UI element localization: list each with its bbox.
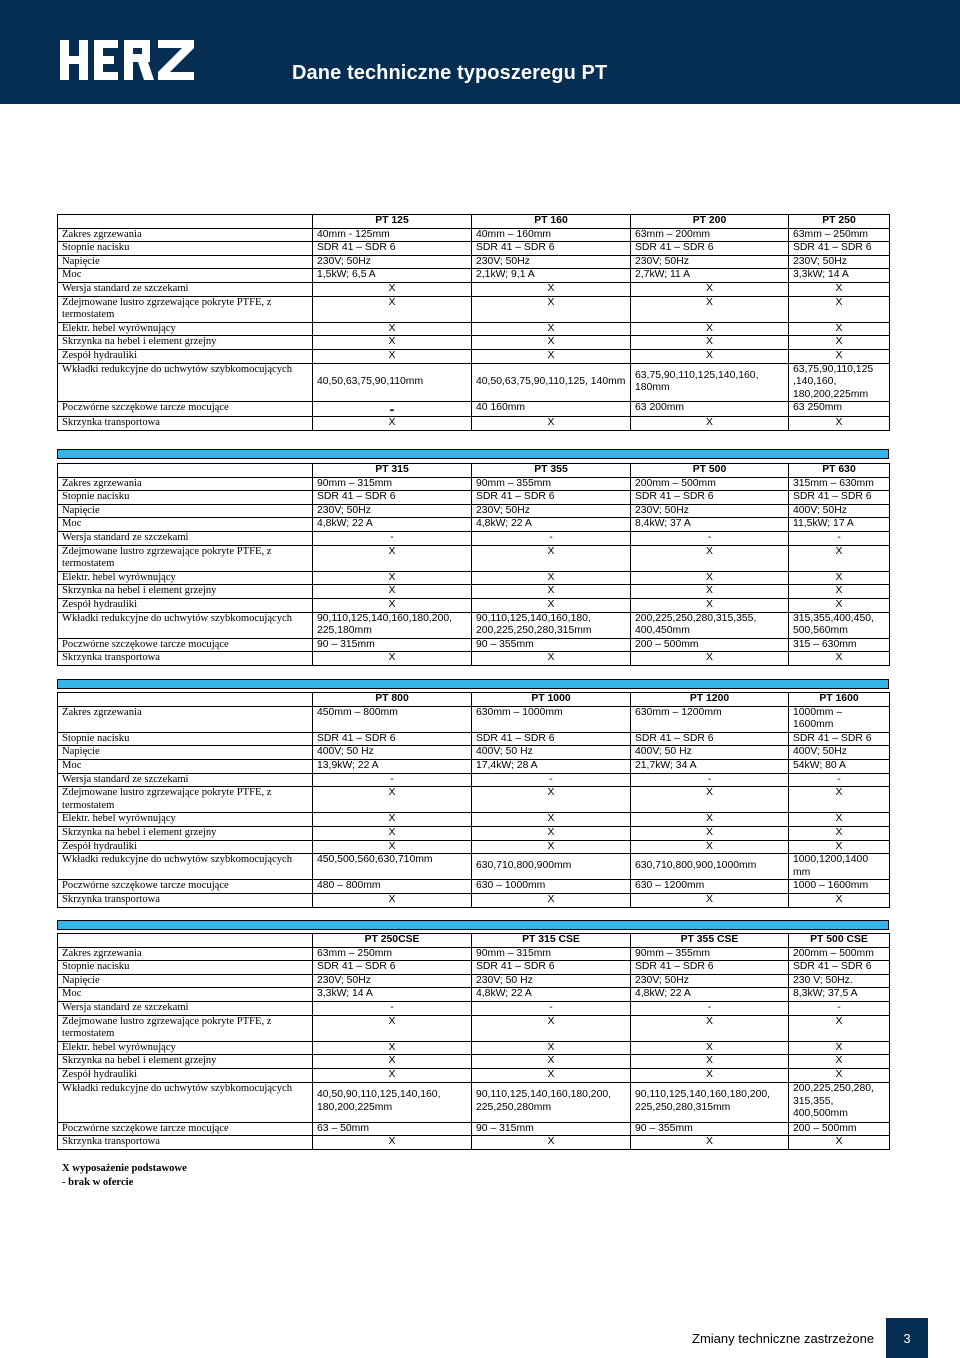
spec-table-3 [57, 692, 890, 908]
table-row: Elektr. hebel wyrównujący X X X X [58, 1041, 890, 1055]
table-row: Napięcie 400V; 50 Hz 400V; 50 Hz 400V; 50 Hz 400V; 50Hz [58, 746, 890, 760]
model-header: PT 250 [789, 215, 890, 229]
model-header: PT 160 [472, 215, 631, 229]
table-row: Zdejmowane lustro zgrzewające pokryte PTFE, z termostatem X X X X [58, 1015, 890, 1041]
model-header: PT 125 [313, 215, 472, 229]
table-row: Zdejmowane lustro zgrzewające pokryte PTFE, z termostatem X X X X [58, 545, 890, 571]
section-separator [57, 920, 889, 930]
table-row: Wersja standard ze szczekami - - - - [58, 1001, 890, 1015]
herz-logo [58, 34, 198, 86]
page-header [0, 0, 960, 104]
table-row: Zespół hydrauliki X X X X [58, 598, 890, 612]
table-row: Elektr. hebel wyrównujący X X X X [58, 571, 890, 585]
table-row: Skrzynka transportowa X X X X [58, 1136, 890, 1150]
model-header: PT 1000 [472, 693, 631, 707]
table-row: Skrzynka na hebel i element grzejny X X X X [58, 585, 890, 599]
table-row: Elektr. hebel wyrównujący X X X X [58, 813, 890, 827]
table-row: Napięcie 230V; 50Hz 230V; 50Hz 230V; 50Hz 230V; 50Hz [58, 255, 890, 269]
table-row: Wkładki redukcyjne do uchwytów szybkomocujących 450,500,560,630,710mm 630,710,800,900mm 630,710,800,900,1000mm 1000,1200,1400 mm [58, 854, 890, 880]
footer-note: Zmiany techniczne zastrzeżone [692, 1331, 875, 1346]
table-row: Stopnie nacisku SDR 41 – SDR 6 SDR 41 – SDR 6 SDR 41 – SDR 6 SDR 41 – SDR 6 [58, 961, 890, 975]
table-row: Poczwórne szczękowe tarcze mocujące - 40 160mm 63 200mm 63 250mm [58, 402, 890, 417]
table-row: Wkładki redukcyjne do uchwytów szybkomocujących 40,50,63,75,90,110mm 40,50,63,75,90,110,125, 140mm 63,75,90,110,125,140,160, 180mm 63,75,90,110,125 ,140,160, 180,200,225mm [58, 363, 890, 402]
table-row: Stopnie nacisku SDR 41 – SDR 6 SDR 41 – SDR 6 SDR 41 – SDR 6 SDR 41 – SDR 6 [58, 732, 890, 746]
model-header: PT 315 [313, 464, 472, 478]
spec-table-4 [57, 933, 890, 1150]
table-row: Moc 4,8kW; 22 A 4,8kW; 22 A 8,4kW; 37 A 11,5kW; 17 A [58, 518, 890, 532]
table-row: Zespół hydrauliki X X X X [58, 1068, 890, 1082]
table-header-row [58, 693, 890, 707]
table-header-row [58, 934, 890, 948]
table-row: Wersja standard ze szczekami X X X X [58, 282, 890, 296]
table-row: Skrzynka na hebel i element grzejny X X X X [58, 1055, 890, 1069]
table-row: Zakres zgrzewania 90mm – 315mm 90mm – 355mm 200mm – 500mm 315mm – 630mm [58, 477, 890, 491]
legend-basic: X wyposażenie podstawowe [62, 1163, 187, 1174]
spec-table-1 [57, 214, 890, 431]
table-row: Stopnie nacisku SDR 41 – SDR 6 SDR 41 – SDR 6 SDR 41 – SDR 6 SDR 41 – SDR 6 [58, 242, 890, 256]
table-row: Poczwórne szczękowe tarcze mocujące 480 – 800mm 630 – 1000mm 630 – 1200mm 1000 – 1600mm [58, 880, 890, 894]
model-header: PT 800 [313, 693, 472, 707]
table-row: Skrzynka transportowa X X X X [58, 652, 890, 666]
table-row: Zakres zgrzewania 40mm - 125mm 40mm – 160mm 63mm – 200mm 63mm – 250mm [58, 228, 890, 242]
table-row: Moc 13,9kW; 22 A 17,4kW; 28 A 21,7kW; 34 A 54kW; 80 A [58, 759, 890, 773]
model-header: PT 500 [631, 464, 789, 478]
model-header: PT 355 CSE [631, 934, 789, 948]
table-row: Wkładki redukcyjne do uchwytów szybkomocujących 90,110,125,140,160,180,200, 225,180mm 90,110,125,140,160,180, 200,225,250,280,315mm 200,225,250,280,315,355, 400,450mm 315,355,400,450, 500,560mm [58, 612, 890, 638]
table-row: Zespół hydrauliki X X X X [58, 349, 890, 363]
table-row: Poczwórne szczękowe tarcze mocujące 63 – 50mm 90 – 315mm 90 – 355mm 200 – 500mm [58, 1122, 890, 1136]
table-row: Elektr. hebel wyrównujący X X X X [58, 322, 890, 336]
model-header: PT 250CSE [313, 934, 472, 948]
table-row: Wersja standard ze szczekami - - - - [58, 773, 890, 787]
legend-not-offered: - brak w ofercie [62, 1177, 134, 1188]
table-header-row [58, 464, 890, 478]
table-row: Moc 3,3kW; 14 A 4,8kW; 22 A 4,8kW; 22 A 8,3kW; 37,5 A [58, 988, 890, 1002]
table-row: Skrzynka na hebel i element grzejny X X X X [58, 336, 890, 350]
table-row: Moc 1,5kW; 6,5 A 2,1kW; 9,1 A 2,7kW; 11 A 3,3kW; 14 A [58, 269, 890, 283]
spec-table-2 [57, 463, 890, 666]
model-header: PT 630 [789, 464, 890, 478]
table-row: Wkładki redukcyjne do uchwytów szybkomocujących 40,50,90,110,125,140,160, 180,200,225mm 90,110,125,140,160,180,200, 225,250,280mm 90,110,125,140,160,180,200, 225,250,280,315mm 200,225,250,280, 315,355, 400,500mm [58, 1082, 890, 1122]
table-row: Poczwórne szczękowe tarcze mocujące 90 – 315mm 90 – 355mm 200 – 500mm 315 – 630mm [58, 638, 890, 652]
table-row: Zdejmowane lustro zgrzewające pokryte PTFE, z termostatem X X X X [58, 787, 890, 813]
model-header: PT 500 CSE [789, 934, 890, 948]
model-header: PT 315 CSE [472, 934, 631, 948]
table-header-row [58, 215, 890, 229]
table-row: Zespół hydrauliki X X X X [58, 840, 890, 854]
section-separator [57, 679, 889, 689]
page-title: Dane techniczne typoszeregu PT [292, 62, 608, 84]
model-header: PT 1200 [631, 693, 789, 707]
page-number: 3 [886, 1318, 928, 1358]
model-header: PT 355 [472, 464, 631, 478]
table-row: Zdejmowane lustro zgrzewające pokryte PTFE, z termostatem X X X X [58, 296, 890, 322]
table-row: Napięcie 230V; 50Hz 230V; 50Hz 230V; 50Hz 400V; 50Hz [58, 504, 890, 518]
table-row: Napięcie 230V; 50Hz 230V; 50 Hz 230V; 50Hz 230 V; 50Hz. [58, 974, 890, 988]
model-header: PT 200 [631, 215, 789, 229]
table-row: Wersja standard ze szczekami - - - - [58, 531, 890, 545]
table-row: Stopnie nacisku SDR 41 – SDR 6 SDR 41 – SDR 6 SDR 41 – SDR 6 SDR 41 – SDR 6 [58, 491, 890, 505]
section-separator [57, 449, 889, 459]
table-row: Skrzynka transportowa X X X X [58, 417, 890, 431]
table-row: Skrzynka transportowa X X X X [58, 893, 890, 907]
table-row: Zakres zgrzewania 450mm – 800mm 630mm – 1000mm 630mm – 1200mm 1000mm – 1600mm [58, 706, 890, 732]
table-row: Zakres zgrzewania 63mm – 250mm 90mm – 315mm 90mm – 355mm 200mm – 500mm [58, 947, 890, 961]
model-header: PT 1600 [789, 693, 890, 707]
table-row: Skrzynka na hebel i element grzejny X X X X [58, 826, 890, 840]
